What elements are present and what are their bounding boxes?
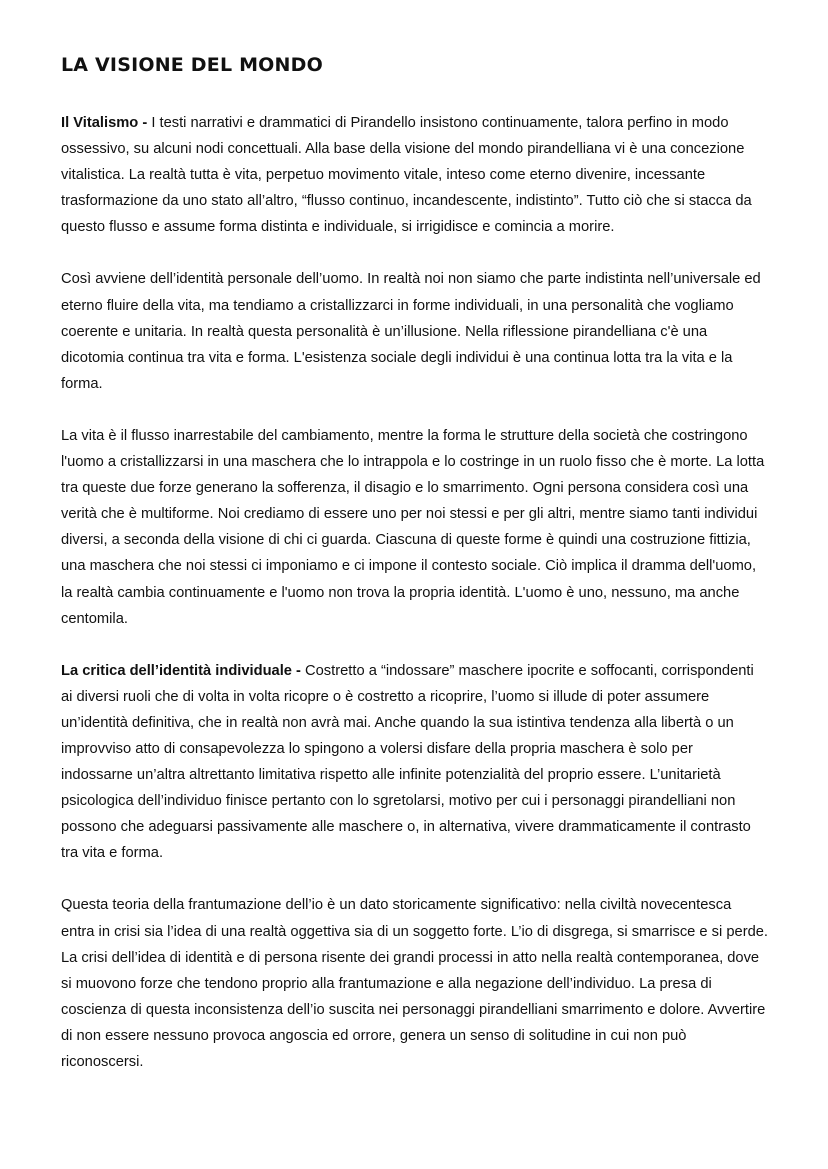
paragraph-text: Costretto a “indossare” maschere ipocrite e soffocanti, corrispondenti ai diversi ruoli che di volta in volta ricopre o è costretto a ricoprire, l’uomo si illude di poter assumere un’identità definitiva, che in realtà non avrà mai. Anche quando la sua istintiva tendenza alla libertà o un improvviso atto di consapevolezza lo spingono a volersi disfare della propria maschera è solo per indossarne un’altra altrettanto limitativa rispetto alle infinite potenzialità del proprio essere. L’unitarietà psicologica dell’individuo finisce pertanto con lo sgretolarsi, motivo per cui i personaggi pirandelliani non possono che adeguarsi passivamente alle maschere o, in alternativa, vivere drammaticamente il contrasto tra vita e forma. bbox=[61, 662, 754, 862]
paragraph-vita-forma bbox=[61, 423, 768, 632]
paragraph-identita bbox=[61, 266, 768, 396]
paragraph-text: La vita è il flusso inarrestabile del cambiamento, mentre la forma le strutture della società che costringono l'uomo a cristallizzarsi in una maschera che lo intrappola e lo costringe in un ruolo fisso che è morte. La lotta tra queste due forze generano la sofferenza, il disagio e lo smarrimento. Ogni persona considera così una verità che è multiforme. Noi crediamo di essere uno per noi stessi e per gli altri, mentre siamo tanti individui diversi, a seconda della visione di chi ci guarda. Ciascuna di queste forme è quindi una costruzione fittizia, una maschera che noi stessi ci imponiamo e ci impone il contesto sociale. Ciò implica il dramma dell'uomo, la realtà cambia continuamente e l'uomo non trova la propria identità. L'uomo è uno, nessuno, ma anche centomila. bbox=[61, 427, 765, 627]
paragraph-vitalismo bbox=[61, 110, 768, 240]
document-title: LA VISIONE DEL MONDO bbox=[61, 54, 323, 76]
paragraph-text: Questa teoria della frantumazione dell’io è un dato storicamente significativo: nella civiltà novecentesca entra in crisi sia l’idea di una realtà oggettiva sia di un soggetto forte. L’io di disgrega, si smarrisce e si perde. La crisi dell’idea di identità e di persona risente dei grandi processi in atto nella realtà contemporanea, dove si muovono forze che tendono proprio alla frantumazione e alla negazione dell’individuo. La presa di coscienza di questa inconsistenza dell’io suscita nei personaggi pirandelliani smarrimento e dolore. Avvertire di non essere nessuno provoca angoscia ed orrore, genera un senso di solitudine in cui non può riconoscersi. bbox=[61, 897, 769, 1070]
paragraph-heading: Il Vitalismo - bbox=[61, 115, 148, 131]
paragraph-heading: La critica dell’identità individuale - bbox=[61, 662, 301, 679]
paragraph-text: I testi narrativi e drammatici di Pirandello insistono continuamente, talora perfino in modo ossessivo, su alcuni nodi concettuali. Alla base della visione del mondo pirandelliana vi è una concezione vitalistica. La realtà tutta è vita, perpetuo movimento vitale, inteso come eterno divenire, incessante trasformazione da uno stato all’altro, “flusso continuo, incandescente, indistinto”. Tutto ciò che si stacca da questo flusso e assume forma distinta e individuale, si irrigidisce e comincia a morire. bbox=[61, 115, 752, 236]
paragraph-text: Così avviene dell’identità personale dell’uomo. In realtà noi non siamo che parte indistinta nell’universale ed eterno fluire della vita, ma tendiamo a cristallizzarci in forme individuali, in una personalità che vogliamo coerente e unitaria. In realtà questa personalità è un’illusione. Nella riflessione pirandelliana c'è una dicotomia continua tra vita e forma. L'esistenza sociale degli individui è una continua lotta tra la vita e la forma. bbox=[61, 271, 761, 392]
paragraph-frantumazione bbox=[61, 892, 768, 1075]
paragraph-critica bbox=[61, 658, 768, 867]
